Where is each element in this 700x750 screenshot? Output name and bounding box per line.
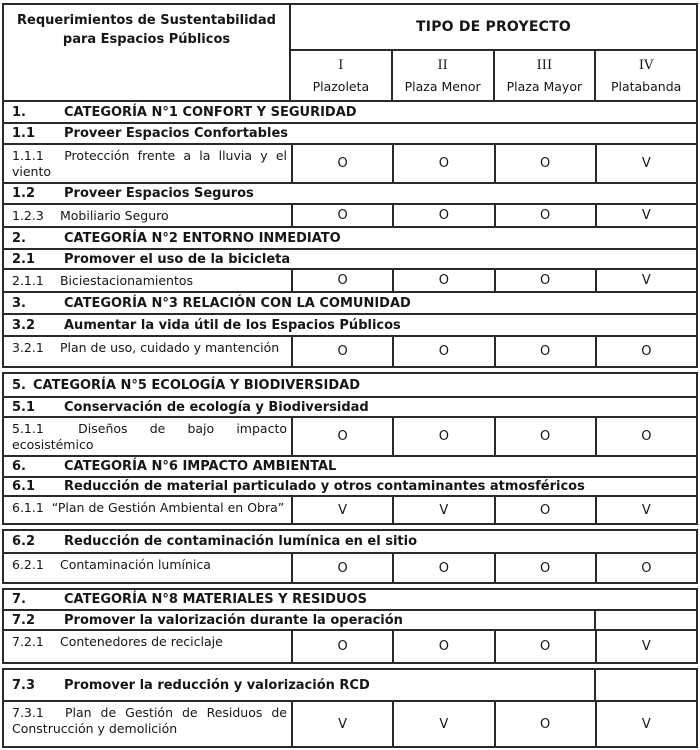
requirement-text: Biciestacionamientos (59, 273, 194, 288)
requirement-number: 2.1.1 (12, 273, 44, 288)
mark-cell: O (291, 145, 392, 182)
category-title-cell (4, 457, 696, 476)
category-title: CATEGORÍA N°8 MATERIALES Y RESIDUOS (64, 592, 367, 607)
requirement-number: 6.2.1 (12, 557, 44, 572)
subcategory-title: Promover el uso de la bicicleta (64, 251, 291, 267)
mark-cell: O (392, 554, 493, 582)
project-type-columns (291, 51, 696, 100)
subcategory-row (4, 531, 696, 552)
subcategory-row (4, 122, 696, 143)
subcategory-number: 1.1 (12, 126, 36, 141)
subcategory-number: 7.2 (12, 612, 36, 628)
table-block (2, 588, 698, 664)
item-row (4, 268, 696, 291)
mark-cell: O (595, 418, 696, 455)
category-number: 1. (12, 104, 26, 120)
subcategory-title: Conservación de ecología y Biodiversidad (64, 399, 369, 415)
requirement-label (4, 554, 291, 582)
mark-cell: O (392, 205, 493, 226)
header-right-area (291, 5, 696, 100)
item-row (4, 495, 696, 523)
requirement-text: Protección frente a la lluvia y el viento (12, 148, 287, 179)
item-row (4, 552, 696, 582)
subcategory-number: 7.3 (12, 677, 36, 693)
subcategory-title-cell (4, 315, 696, 335)
subcategory-row (4, 248, 696, 268)
subcategory-number: 2.1 (12, 251, 36, 267)
mark-cell: O (291, 418, 392, 455)
table-block (2, 529, 698, 584)
category-title-cell (4, 228, 696, 248)
project-type-name: Plaza Mayor (506, 78, 583, 94)
empty-cell (594, 611, 696, 629)
subcategory-title: Reducción de material particulado y otros contaminantes atmosféricos (64, 479, 585, 494)
subcategory-title-cell (4, 184, 696, 203)
header-left-title-cell (4, 5, 291, 100)
mark-cell: O (494, 270, 595, 291)
category-number: 2. (12, 230, 26, 246)
subcategory-row (4, 670, 696, 700)
requirement-label (4, 702, 291, 746)
requirement-number: 1.1.1 (12, 148, 44, 163)
category-row (4, 291, 696, 313)
requirement-label (4, 270, 291, 291)
category-title: CATEGORÍA N°6 IMPACTO AMBIENTAL (64, 459, 337, 474)
subcategory-row (4, 182, 696, 203)
table-block (2, 372, 698, 525)
subcategory-title-cell (4, 250, 696, 268)
subcategory-title: Promover la valorización durante la operación (64, 612, 403, 628)
requirement-number: 1.2.3 (12, 208, 44, 223)
table-header-row (4, 5, 696, 100)
requirement-label (4, 497, 291, 523)
mark-cell: O (392, 145, 493, 182)
project-type-col-4 (594, 51, 696, 100)
requirement-text: “Plan de Gestión Ambiental en Obra” (51, 500, 285, 515)
mark-cell: O (494, 205, 595, 226)
category-title: CATEGORÍA N°2 ENTORNO INMEDIATO (64, 230, 341, 246)
category-title-cell (4, 590, 696, 609)
mark-cell: O (494, 497, 595, 523)
mark-cell: O (494, 337, 595, 366)
mark-cell: V (595, 270, 696, 291)
subcategory-number: 3.2 (12, 317, 36, 333)
mark-cell: O (392, 337, 493, 366)
requirement-label (4, 418, 291, 455)
category-number: 7. (12, 592, 26, 607)
mark-cell: O (595, 337, 696, 366)
subcategory-row (4, 313, 696, 335)
project-type-name: Plaza Menor (404, 78, 481, 94)
subcategory-number: 6.1 (12, 479, 36, 494)
project-type-numeral: I (338, 57, 344, 73)
subcategory-title: Proveer Espacios Seguros (64, 186, 254, 201)
category-row (4, 374, 696, 396)
category-number: 3. (12, 295, 26, 311)
requirement-label (4, 205, 291, 226)
category-number: 5. (12, 377, 26, 393)
table-blocks (2, 372, 698, 748)
mark-cell: O (291, 554, 392, 582)
subcategory-title: Proveer Espacios Confortables (64, 126, 288, 141)
subcategory-number: 6.2 (12, 534, 36, 549)
requirement-label (4, 145, 291, 182)
subcategory-title: Promover la reducción y valorización RCD (64, 677, 370, 693)
category-title: CATEGORÍA N°3 RELACIÓN CON LA COMUNIDAD (64, 295, 411, 311)
mark-cell: O (291, 337, 392, 366)
requirement-text: Diseños de bajo impacto ecosistémico (12, 421, 287, 452)
header-left-title-line1: Requerimientos de Sustentabilidad (17, 13, 276, 28)
project-type-col-3 (493, 51, 595, 100)
subcategory-title-cell (4, 611, 594, 629)
mark-cell: V (595, 631, 696, 662)
subcategory-title-cell (4, 670, 594, 700)
subcategory-number: 5.1 (12, 399, 36, 415)
requirement-number: 3.2.1 (12, 340, 44, 355)
mark-cell: O (392, 418, 493, 455)
requirement-text: Mobiliario Seguro (59, 208, 169, 223)
item-row (4, 629, 696, 662)
requirement-number: 7.2.1 (12, 634, 44, 649)
mark-cell: O (392, 631, 493, 662)
mark-cell: O (595, 554, 696, 582)
main-table (2, 3, 698, 368)
requirement-text: Plan de uso, cuidado y mantención (59, 340, 280, 355)
item-row (4, 700, 696, 746)
project-type-numeral: II (437, 57, 448, 73)
mark-cell: O (494, 418, 595, 455)
mark-cell: O (494, 145, 595, 182)
subcategory-title: Reducción de contaminación lumínica en el sitio (64, 534, 418, 549)
category-row (4, 590, 696, 609)
item-row (4, 416, 696, 455)
requirement-label (4, 631, 291, 662)
requirement-number: 5.1.1 (12, 421, 44, 436)
item-row (4, 203, 696, 226)
project-type-numeral: III (536, 57, 553, 73)
header-left-title-line2: para Espacios Públicos (62, 32, 231, 47)
project-type-name: Plazoleta (312, 78, 370, 94)
subcategory-row (4, 476, 696, 495)
mark-cell: V (595, 145, 696, 182)
subcategory-title-cell (4, 398, 696, 416)
project-type-title: TIPO DE PROYECTO (291, 5, 696, 51)
requirement-text: Contenedores de reciclaje (59, 634, 223, 649)
mark-cell: V (392, 497, 493, 523)
category-row (4, 100, 696, 122)
project-type-name: Platabanda (610, 78, 682, 94)
mark-cell: V (291, 702, 392, 746)
requirement-text: Contaminación lumínica (59, 557, 211, 572)
category-title-cell (4, 102, 696, 122)
category-row (4, 226, 696, 248)
mark-cell: O (291, 631, 392, 662)
requirement-number: 7.3.1 (12, 705, 44, 720)
category-title-cell (4, 374, 696, 396)
mark-cell: V (595, 702, 696, 746)
empty-cell (594, 670, 696, 700)
mark-cell: V (392, 702, 493, 746)
mark-cell: O (494, 702, 595, 746)
category-title-cell (4, 293, 696, 313)
mark-cell: O (392, 270, 493, 291)
subcategory-title-cell (4, 531, 696, 552)
mark-cell: O (494, 554, 595, 582)
mark-cell: V (595, 205, 696, 226)
subcategory-row (4, 396, 696, 416)
subcategory-title-cell (4, 478, 696, 495)
mark-cell: O (494, 631, 595, 662)
subcategory-title: Aumentar la vida útil de los Espacios Públicos (64, 317, 401, 333)
mark-cell: O (291, 205, 392, 226)
project-type-col-2 (391, 51, 493, 100)
subcategory-title-cell (4, 124, 696, 143)
mark-cell: V (291, 497, 392, 523)
category-row (4, 455, 696, 476)
category-title: CATEGORÍA N°5 ECOLOGÍA Y BIODIVERSIDAD (32, 377, 361, 393)
category-number: 6. (12, 459, 26, 474)
item-row (4, 335, 696, 366)
requirement-label (4, 337, 291, 366)
requirement-number: 6.1.1 (12, 500, 44, 515)
category-title: CATEGORÍA N°1 CONFORT Y SEGURIDAD (64, 104, 357, 120)
mark-cell: O (291, 270, 392, 291)
requirement-text: Plan de Gestión de Residuos de Construcción y demolición (12, 705, 287, 736)
subcategory-number: 1.2 (12, 186, 36, 201)
project-type-numeral: IV (638, 57, 654, 73)
mark-cell: V (595, 497, 696, 523)
table-block (2, 668, 698, 748)
subcategory-row (4, 609, 696, 629)
project-type-col-1 (291, 51, 391, 100)
item-row (4, 143, 696, 182)
